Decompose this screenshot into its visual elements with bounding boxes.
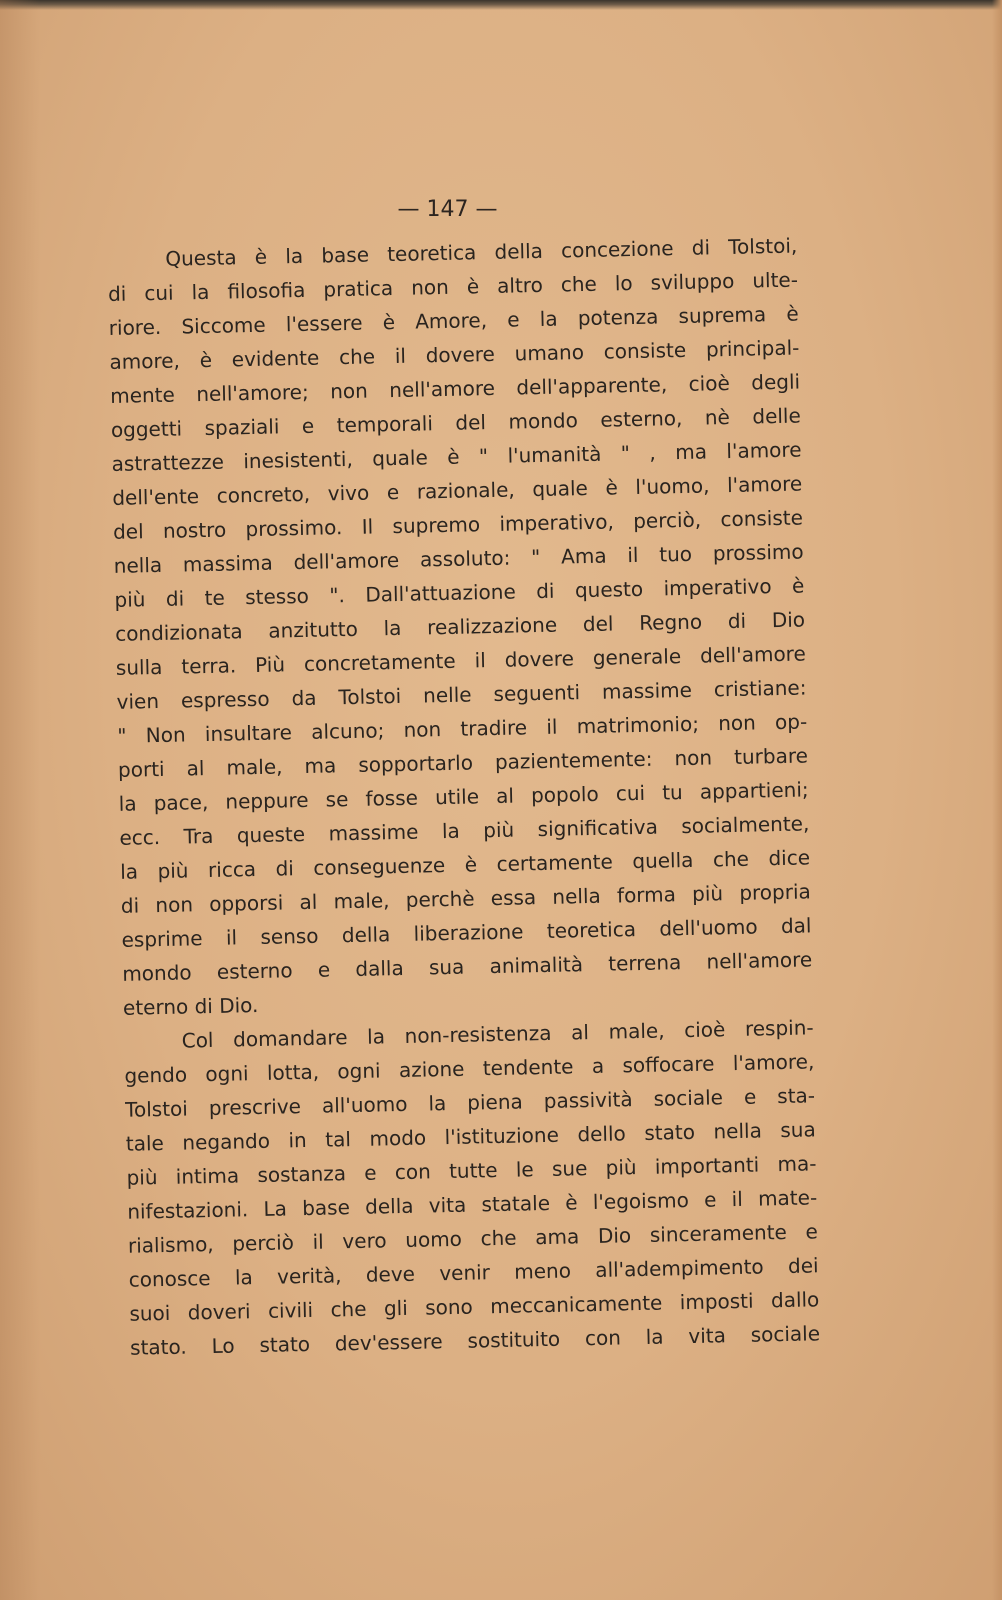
text-line: gendo ogni lotta, ogni azione tendente a soffocare l'amore, — [124, 1049, 815, 1088]
text-line: " Non insultare alcuno; non tradire il matrimonio; non op- — [117, 709, 808, 748]
text-line: di cui la filosofia pratica non è altro che lo sviluppo ulte- — [107, 267, 799, 306]
text-line: mente nell'amore; non nell'amore dell'apparente, cioè degli — [109, 369, 801, 408]
right-page-edge — [992, 0, 1002, 1600]
text-line: del nostro prossimo. Il supremo imperativo, perciò, consiste — [112, 505, 804, 544]
text-line: conosce la verità, deve venir meno all'adempimento dei — [128, 1253, 819, 1292]
text-line: vien espresso da Tolstoi nelle seguenti massime cristiane: — [116, 675, 807, 714]
text-line: oggetti spaziali e temporali del mondo esterno, nè delle — [110, 403, 802, 442]
left-page-shade — [0, 0, 40, 1600]
text-line: mondo esterno e dalla sua animalità terrena nell'amore — [122, 947, 813, 986]
text-line: tale negando in tal modo l'istituzione dello stato nella sua — [125, 1117, 816, 1156]
paragraph — [107, 229, 813, 1025]
text-line: riore. Siccome l'essere è Amore, e la potenza suprema è — [108, 301, 799, 340]
top-page-edge — [0, 0, 1002, 10]
text-line: più intima sostanza e con tutte le sue più importanti ma- — [126, 1151, 817, 1190]
text-line: esprime il senso della liberazione teoretica dell'uomo dal — [121, 913, 812, 952]
page-number: — 147 — — [397, 197, 498, 222]
text-line: la più ricca di conseguenze è certamente quella che dice — [119, 845, 811, 884]
text-line: dell'ente concreto, vivo e razionale, quale è l'uomo, l'amore — [112, 471, 803, 510]
text-line: Col domandare la non-resistenza al male, cioè respin- — [181, 1015, 814, 1053]
text-line: eterno di Dio. — [122, 992, 259, 1020]
text-line: Tolstoi prescrive all'uomo la piena passività sociale e sta- — [124, 1083, 816, 1122]
text-line: di non opporsi al male, perchè essa nella forma più propria — [120, 879, 811, 918]
text-line: stato. Lo stato dev'essere sostituito con la vita sociale — [129, 1321, 821, 1360]
text-line: ecc. Tra queste massime la più significativa socialmente, — [119, 811, 810, 850]
text-line: la pace, neppure se fosse utile al popolo cui tu appartieni; — [118, 777, 809, 816]
paragraph — [123, 1010, 820, 1364]
text-line: più di te stesso ". Dall'attuazione di questo imperativo è — [114, 573, 805, 612]
text-line: sulla terra. Più concretamente il dovere generale dell'amore — [115, 641, 807, 680]
text-line: amore, è evidente che il dovere umano consiste principal- — [109, 335, 800, 374]
text-line: condizionata anzitutto la realizzazione del Regno di Dio — [114, 607, 806, 646]
text-line: rialismo, perciò il vero uomo che ama Dio sinceramente e — [127, 1219, 819, 1258]
text-line: astrattezze inesistenti, quale è " l'umanità " , ma l'amore — [111, 437, 802, 476]
text-line: nella massima dell'amore assoluto: " Ama il tuo prossimo — [113, 539, 804, 578]
text-line: porti al male, ma sopportarlo pazientemente: non turbare — [117, 743, 809, 782]
body-text — [107, 229, 820, 1365]
text-line: Questa è la base teoretica della concezione di Tolstoi, — [165, 233, 798, 271]
text-line: suoi doveri civili che gli sono meccanicamente imposti dallo — [129, 1287, 820, 1326]
text-line: nifestazioni. La base della vita statale è l'egoismo e il mate- — [127, 1185, 818, 1224]
